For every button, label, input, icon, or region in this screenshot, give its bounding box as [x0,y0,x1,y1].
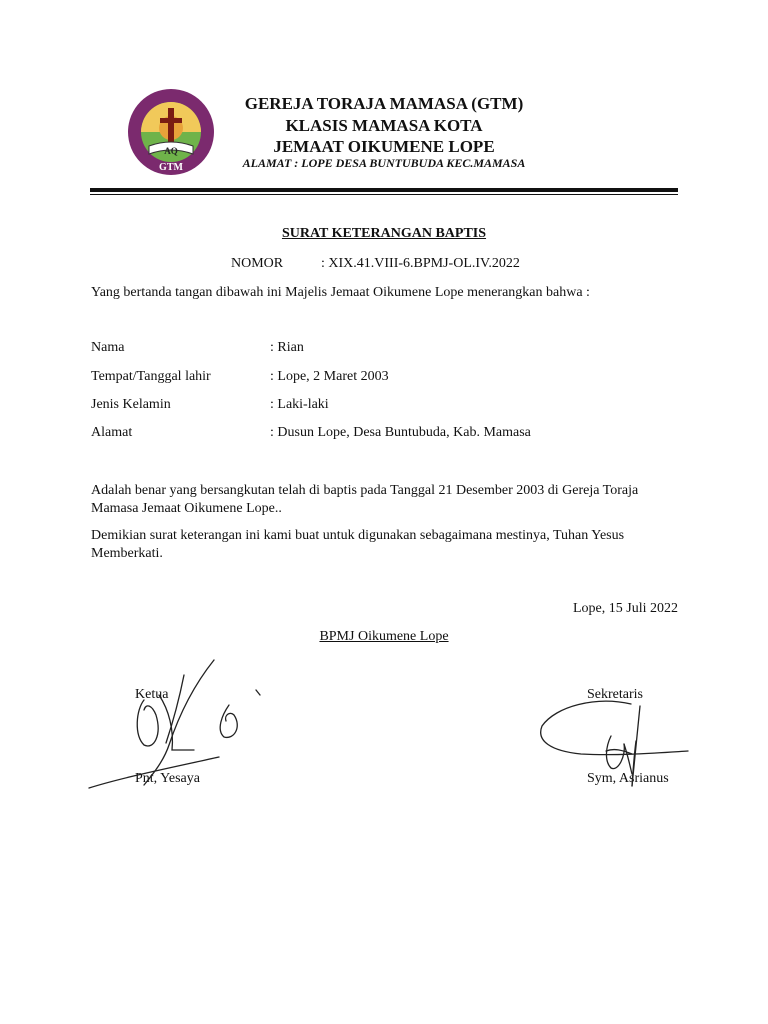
header-divider-thin [90,194,678,195]
field-name-label: Nama [91,340,125,355]
secretary-role: Sekretaris [587,687,643,702]
chairman-role: Ketua [135,687,169,702]
church-name: GEREJA TORAJA MAMASA (GTM) [244,94,524,113]
intro-text: Yang bertanda tangan dibawah ini Majelis Jemaat Oikumene Lope menerangkan bahwa : [91,285,590,300]
chairman-name: Pnt, Yesaya [135,771,200,786]
chairman-signature [84,655,274,795]
baptism-statement: Adalah benar yang bersangkutan telah di baptis pada Tanggal 21 Desember 2003 di Gereja Toraja Mamasa Jemaat Oikumene Lope.. [91,483,639,516]
secretary-name: Sym, Asrianus [587,771,669,786]
issuing-organization: BPMJ Oikumene Lope [319,629,449,644]
svg-text:GTM: GTM [159,162,183,173]
header-divider-thick [90,188,678,192]
secretary-signature [536,696,692,794]
closing-statement: Demikian surat keterangan ini kami buat untuk digunakan sebagaimana mestinya, Tuhan Yesus Memberkati. [91,528,625,561]
document-title: SURAT KETERANGAN BAPTIS [281,226,487,241]
church-address: ALAMAT : LOPE DESA BUNTUBUDA KEC.MAMASA [242,156,526,170]
number-value: : XIX.41.VIII-6.BPMJ-OL.IV.2022 [321,256,520,271]
field-birth-label: Tempat/Tanggal lahir [91,369,211,384]
issue-date: Lope, 15 Juli 2022 [573,601,678,616]
field-gender-value: : Laki-laki [270,397,329,412]
field-address-value: : Dusun Lope, Desa Buntubuda, Kab. Mamasa [270,425,531,440]
congregation-name: JEMAAT OIKUMENE LOPE [273,137,495,156]
klasis-name: KLASIS MAMASA KOTA [285,116,483,135]
field-name-value: : Rian [270,340,304,355]
number-label: NOMOR [231,256,284,271]
svg-text:AQ: AQ [164,146,178,156]
field-birth-value: : Lope, 2 Maret 2003 [270,369,389,384]
field-address-label: Alamat [91,425,133,440]
field-gender-label: Jenis Kelamin [91,397,171,412]
